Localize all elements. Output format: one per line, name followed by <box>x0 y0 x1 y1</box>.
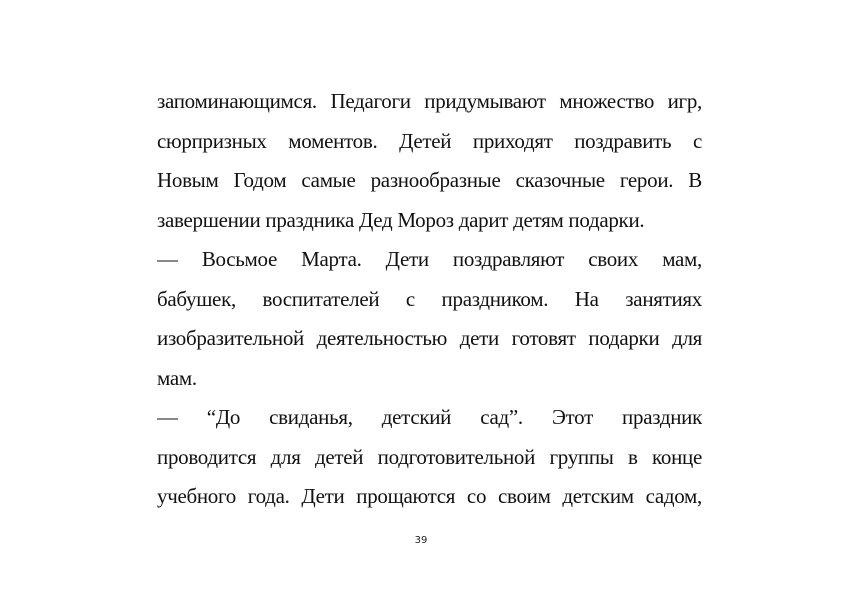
page-number: 39 <box>414 535 428 546</box>
text-line: завершении праздника Дед Мороз дарит детям подарки. <box>157 207 645 232</box>
text-line: — “До свиданья, детский сад”. Этот праздник <box>157 405 702 429</box>
text-line: запоминающимся. Педагоги придумывают множество игр, <box>157 89 702 113</box>
text-line: проводится для детей подготовительной группы в конце <box>157 444 702 469</box>
text-line: бабушек, воспитателей с праздником. На занятиях <box>157 286 702 311</box>
text-line: Новым Годом самые разнообразные сказочные герои. В <box>157 168 702 192</box>
text-line: учебного года. Дети прощаются со своим детским садом, <box>157 484 702 508</box>
body-text <box>157 82 702 517</box>
text-line: сюрпризных моментов. Детей приходят поздравить с <box>157 128 702 153</box>
text-line: — Восьмое Марта. Дети поздравляют своих мам, <box>157 247 702 271</box>
text-line: изобразительной деятельностью дети готовят подарки для <box>157 326 702 350</box>
text-line: мам. <box>157 365 197 390</box>
